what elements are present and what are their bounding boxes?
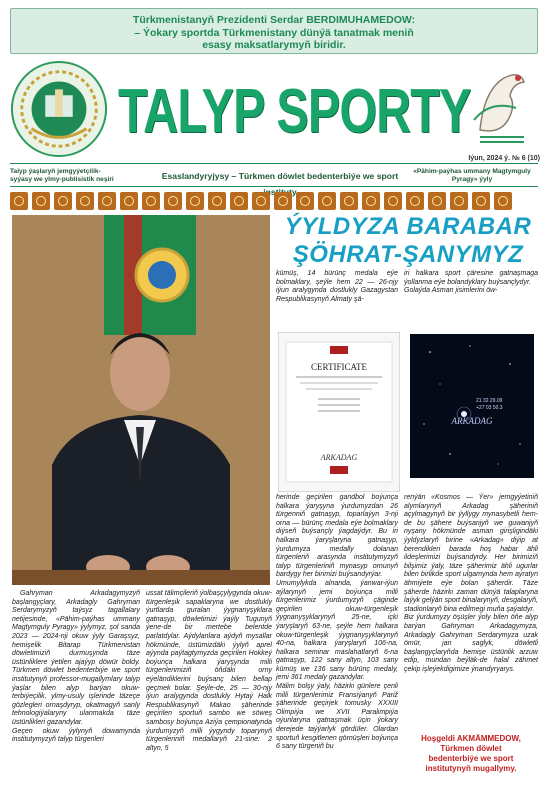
ornament-icon <box>340 192 358 210</box>
year-motto-line-1: «Pähim-paýhas ummany Magtymguly <box>413 168 531 175</box>
article-paragraph: Gahryman Arkadagymyzyň başlangyçlary, Arkadagly Gahryman Serdarymyzyň taýsyz tagallalary netijesinde, «Pähim-paýhas ummany Magtymguly Pyragy» ýylymyz, şol sanda 2023 — 2024-nji okuw ýyly Garaşsyz, hemişelik Bitarap Türkmenistan döwletimiziň durmuşynda täze üstünliklere ýetilen ajaýyp döwür boldy. Türkmen döwlet bedenterbiýe we sport institutynyň professor-mugallymlary talyp ýaşlar bilen alyp barýan okuw-terbiýeçilik, ylmy-usuly işlerinde täzeçe gözlegleri ornaşdyryp, okatmagyň sanly tehnologiýalaryny ulanmakda täze üstünlikleri gazandylar. Geçen okuw ýylynyň dowamynda institutymyzyň talyp türgenleri <box>12 590 140 744</box>
founder-line: Esaslandyryjysy – Türkmen döwlet bedenterbiýe we sport <box>161 171 399 181</box>
ornament-icon <box>384 192 402 210</box>
article-paragraph: renýän «Kosmos — Ýer» jemgyýetiniň alymlarynyň Arkadag şäheriniň açylmagynyň bir ýyllygy mynasybetli hem-de bu şähere buýsanjyň we guwanjyň nyşany hökmünde asman girişligindäki ýyldyzlaryň birine «Arkadag» diýip at berendikleri barada hoş habar ähli ildeşlerimizi buýsandyrdy. Her birimiziň bilşimiz ýaly, täze şäherimiz ähli ugurlar bilen birlikde sport ulgamynda hem aýratyn ähmiýete eýe bolan şäherdir. Täze şäherde häzirki zaman dünýä talaplaryna laýyk gelýän sport binalarynyň, desgalaryň, stadionlaryň bina edilmegi muňa şaýatdyr. Biz ýurdumyzy öşüşler ýoly bilen öňe alyp barýan Gahryman Arkadagymyza, Arkadagly Gahryman Serdarymyza uzak ömür, jan saglyk, döwletli başlangyçlaryňda hemişe üstünlik arzuw edip, mundan beýläk-de halal zähmet çekip işleýekdigimize ýnandyryarys. <box>404 494 538 673</box>
article-column-f <box>146 590 272 753</box>
article-column-b <box>404 270 538 296</box>
article-paragraph: herinde geçirilen gandbol boýunça halkara ýaryşyna ýurdumyzdan 26 türgenniň gatnaşyp, toparlaýyn 3-nji orna — bürünç medala eýe bolmaklary diýseň buýsançly ýagdaýdyr. Bu iri halkara ýaryşlaryna gatnaşyp, ýurdumyza medally dolanan türgenleriň arasynda institutymyzyň talyp türgenleriniň mynasyp ornunyň bardygy her birimizi buýsandyrýar. Umumylykda alnanda, ýanwar-iýun aýlarynyň jemi boýunça milli türgenlerimiz ýurdumyzyň çäginde geçirilen okuw-türgenleşik ýygnanyşyklarynyň 25-ne, içki ýaryşlaryň 63-ne, şeýle hem halkara okuw-türgenleşik ýygnanyşyklarynyň 40-na, halkara ýaryşlaryň 106-na, halkara seminar maslahatlaryň 6-na gatnaşyp, 122 sany altyn, 103 sany kümüş we 136 sany bürünç medaly, jemi 361 medaly gazandylar. Mälim bolşy ýaly, häzirki günlere çenli milli türgenlerimiz Fransiýanyň Pariž şäherinde geçirjek tomusky XXXIII Olimpiýa we XVII Paralimpiýa oýunlaryna gatnaşmak üçin ýokary derejede taýýarlyk gördüler. Olardan sportuň kesgitlenen görnüşleri boýunça 6 sany türgeniň bu <box>276 494 398 751</box>
certificate-signature: ARKADAG <box>320 453 358 462</box>
article-paragraph: kümüş, 14 bürünç medala eýe bolmaklary, şeýle hem 22 — 26-njy iýun aralygynda dostlukly Gazagystan Respublikasynyň Almaty şä- <box>276 270 398 303</box>
ornament-icon <box>164 192 182 210</box>
ornament-icon <box>494 192 512 210</box>
banner-line-1: Türkmenistanyň Prezidenti Serdar BERDIMUHAMEDOW: <box>132 14 416 26</box>
president-portrait-image <box>12 215 270 585</box>
article-column-e <box>12 590 140 745</box>
ornament-icon <box>230 192 248 210</box>
article-column-d <box>404 494 538 674</box>
ornament-icon <box>54 192 72 210</box>
star-coords-1: 21 32 29.09 <box>476 398 503 404</box>
ornament-icon <box>142 192 160 210</box>
article-column-c <box>276 494 398 752</box>
ornament-icon <box>120 192 138 210</box>
author-role-1: Türkmen döwlet <box>440 744 502 753</box>
publication-type-line-2: syýasy we ylmy-publisistik neşiri <box>10 176 114 183</box>
author-name: Hoşgeldi AKMÄMMEDOW, <box>421 734 521 743</box>
year-motto <box>402 168 542 184</box>
author-role-2: bedenterbiýe we sport <box>428 754 514 763</box>
ornament-icon <box>186 192 204 210</box>
ornament-icon <box>76 192 94 210</box>
ornament-icon <box>472 192 490 210</box>
masthead-title: TALYP SPORTY <box>118 77 471 146</box>
banner-line-3: esasy maksatlarymyň biridir. <box>202 39 346 51</box>
headline-line-1: ÝYLDYZA BARABAR <box>284 213 532 240</box>
ornament-icon <box>98 192 116 210</box>
publication-type <box>10 168 160 184</box>
ornament-icon <box>318 192 336 210</box>
ornament-icon <box>450 192 468 210</box>
ornament-icon <box>10 192 28 210</box>
ornament-icon <box>428 192 446 210</box>
certificate-title: CERTIFICATE <box>311 362 367 372</box>
ornament-icon <box>274 192 292 210</box>
state-emblem-icon <box>10 60 108 158</box>
star-certificate-image <box>278 332 400 492</box>
divider-bottom <box>10 186 538 187</box>
ornament-icon <box>208 192 226 210</box>
banner-line-2: – Ýokary sportda Türkmenistany dünýä tanatmak meniň <box>134 26 414 39</box>
article-paragraph: iri halkara sport çäresine gatnaşmaga ýollanma eýe bolandyklary buýsançlydyr. Golaýda Asman jisimlerini öw- <box>404 270 538 295</box>
article-paragraph: ussat tälimçileriň ýolbaşçylygynda okuw-türgenleşik sapaklaryna we dostlukly ýurtlarda guralan ýygnanyşyklara gatnaşyp, döwletimizi ýaýly Tugunyň ýene-de bir mertebe belentde parlatdylar. Aýdylanlara aýdyň mysallar hökmünde, üstümizdäki ýylyň aprel aýynda paýtagtymyzda geçirilen Hokkeý boýunça halkara ýaryşynda milli türgenlerimiziň öňdäki orny eýeländiklerini buýsanç bilen bellap geçmek bolar. Şeýle-de, 25 — 30-njy iýun aralygynda dostlukly Hytaý Halk Respublikasynyň Makao şäherinde geçirilen sportuň sambo we söweş sambosy boýunça Aziýa çempionatynda ýurdumyzyň milli ýygyndy toparynyň türgenleriniň medallaryň 21-sine: 2 altyn, 5 <box>146 590 272 752</box>
ornament-strip <box>10 192 540 210</box>
ornament-icon <box>362 192 380 210</box>
star-caption: ARKADAG <box>451 416 493 426</box>
divider-top <box>10 163 538 164</box>
ornament-icon <box>296 192 314 210</box>
year-motto-line-2: Pyragy» ýyly <box>451 176 493 183</box>
publication-type-line-1: Talyp ýaşlaryň jemgyýetçilik- <box>10 168 101 175</box>
ornament-icon <box>406 192 424 210</box>
institute-logo-icon <box>460 60 540 152</box>
author-byline <box>404 734 538 774</box>
author-role-3: institutynyň mugallymy. <box>425 764 517 773</box>
ornament-icon <box>252 192 270 210</box>
issue-date: Iýun, 2024 ý. № 6 (10) <box>468 155 540 162</box>
star-coords-2: +27 03 50.3 <box>476 405 503 411</box>
ornament-icon <box>32 192 50 210</box>
headline-line-2: ŞÖHRAT-ŞANYMYZ <box>292 241 524 268</box>
article-column-a <box>276 270 398 304</box>
headline <box>276 213 540 269</box>
top-banner-quote <box>10 8 538 54</box>
arkadag-star-image <box>410 334 534 478</box>
